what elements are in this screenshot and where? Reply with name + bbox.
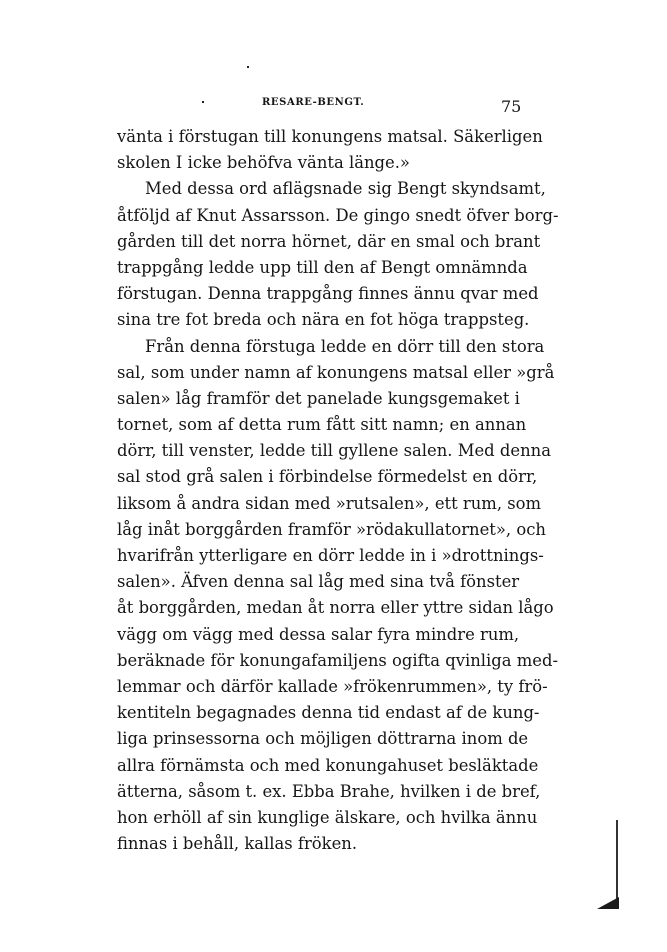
paper-speck bbox=[247, 66, 249, 68]
text-line: åt borggården, medan åt norra eller yttre sidan lågo bbox=[117, 598, 554, 618]
text-line: salen» låg framför det panelade kungsgemaket i bbox=[117, 388, 520, 408]
text-line: beräknade för konungafamiljens ogifta qvinliga med- bbox=[117, 650, 559, 670]
text-line: vänta i förstugan till konungens matsal. Säkerligen bbox=[117, 127, 543, 146]
text-line: vägg om vägg med dessa salar fyra mindre rum, bbox=[117, 624, 520, 644]
text-line: allra förnämsta och med konungahuset besläktade bbox=[117, 755, 539, 775]
text-line: kentiteln begagnades denna tid endast af de kung- bbox=[117, 703, 540, 723]
page-edge-mark bbox=[616, 820, 618, 900]
body-text bbox=[117, 124, 559, 857]
corner-mark bbox=[597, 897, 619, 909]
text-line: åtföljd af Knut Assarsson. De gingo snedt öfver borg- bbox=[117, 205, 559, 225]
text-line: tornet, som af detta rum fått sitt namn; en annan bbox=[117, 415, 527, 435]
paper-speck bbox=[202, 101, 204, 103]
text-line: hon erhöll af sin kunglige älskare, och hvilka ännu bbox=[117, 807, 538, 827]
text-line: salen». Äfven denna sal låg med sina två fönster bbox=[117, 572, 520, 592]
text-line: dörr, till venster, ledde till gyllene salen. Med denna bbox=[117, 441, 551, 461]
text-line: sina tre fot breda och nära en fot höga trappsteg. bbox=[117, 310, 530, 330]
text-line: förstugan. Denna trappgång finnes ännu qvar med bbox=[117, 284, 539, 304]
text-line: skolen I icke behöfva vänta länge.» bbox=[117, 153, 410, 173]
text-line: ätterna, såsom t. ex. Ebba Brahe, hvilken i de bref, bbox=[117, 781, 541, 801]
text-line: sal, som under namn af konungens matsal eller »grå bbox=[117, 362, 555, 382]
page-number: 75 bbox=[501, 97, 522, 116]
text-line: finnas i behåll, kallas fröken. bbox=[117, 834, 358, 854]
text-line: sal stod grå salen i förbindelse förmedelst en dörr, bbox=[117, 467, 538, 487]
text-line: trappgång ledde upp till den af Bengt omnämnda bbox=[117, 257, 528, 277]
text-line: gården till det norra hörnet, där en smal och brant bbox=[117, 231, 541, 251]
text-line: hvarifrån ytterligare en dörr ledde in i »drottnings- bbox=[117, 546, 544, 565]
text-line: Med dessa ord aflägsnade sig Bengt skyndsamt, bbox=[145, 179, 546, 199]
text-line: lemmar och därför kallade »frökenrummen», ty frö- bbox=[117, 676, 548, 696]
text-line: liksom å andra sidan med »rutsalen», ett rum, som bbox=[117, 493, 542, 513]
running-head: RESARE-BENGT. bbox=[262, 97, 365, 108]
text-line: liga prinsessorna och möjligen döttrarna inom de bbox=[117, 729, 529, 749]
text-line: låg inåt borggården framför »rödakullatornet», och bbox=[117, 519, 546, 539]
text-line: Från denna förstuga ledde en dörr till den stora bbox=[145, 336, 545, 356]
